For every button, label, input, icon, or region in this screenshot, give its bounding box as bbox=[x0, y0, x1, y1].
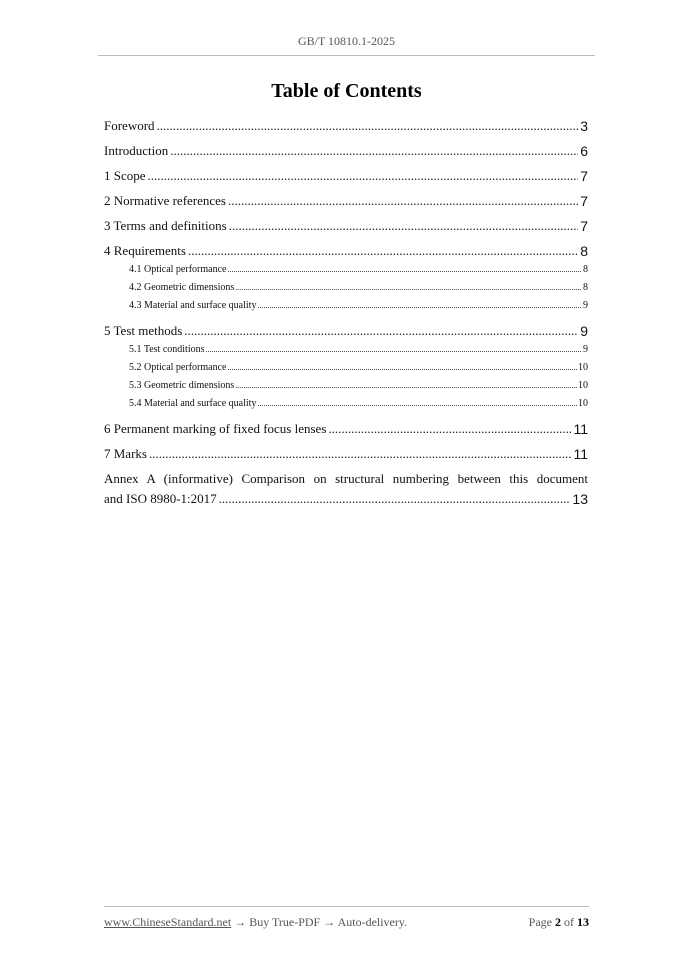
toc-leader bbox=[219, 489, 571, 509]
toc-leader bbox=[257, 395, 577, 413]
toc-leader bbox=[170, 141, 578, 161]
toc-label-line2: and ISO 8980-1:2017 bbox=[104, 491, 217, 506]
toc-leader bbox=[149, 444, 571, 464]
toc-leader bbox=[148, 166, 579, 186]
toc-entry-terms-definitions[interactable] bbox=[104, 216, 588, 236]
toc-label-line1: Annex A (informative) Comparison on structural numbering between this document bbox=[104, 471, 588, 486]
toc-label: 4 Requirements bbox=[104, 243, 186, 258]
toc-page-number: 9 bbox=[583, 344, 588, 355]
toc-label: 3 Terms and definitions bbox=[104, 218, 227, 233]
toc-page-number: 7 bbox=[580, 168, 588, 184]
toc-leader bbox=[229, 216, 579, 236]
toc-entry-foreword[interactable] bbox=[104, 116, 588, 136]
toc-page-number: 10 bbox=[578, 362, 588, 373]
toc-label: 4.2 Geometric dimensions bbox=[129, 282, 235, 293]
toc-entry-requirements[interactable] bbox=[104, 241, 588, 261]
toc-label: Foreword bbox=[104, 118, 155, 133]
toc-page-number: 11 bbox=[573, 421, 588, 437]
toc-page-number: 3 bbox=[580, 118, 588, 134]
document-header bbox=[98, 34, 595, 56]
toc-label: 4.1 Optical performance bbox=[129, 264, 227, 275]
toc-page-number: 11 bbox=[573, 446, 588, 462]
toc-page-number: 8 bbox=[583, 282, 588, 293]
toc-subentry-4-3[interactable] bbox=[104, 297, 588, 315]
toc-page-number: 7 bbox=[580, 218, 588, 234]
toc-subentry-5-2[interactable] bbox=[104, 359, 588, 377]
toc-label: Introduction bbox=[104, 143, 169, 158]
current-page: 2 bbox=[555, 915, 561, 929]
toc-label: 2 Normative references bbox=[104, 193, 226, 208]
toc-entry-annex-a[interactable] bbox=[104, 469, 588, 509]
toc-leader bbox=[157, 116, 579, 136]
toc-leader bbox=[235, 377, 577, 395]
document-footer bbox=[104, 906, 589, 930]
toc-label: 5 Test methods bbox=[104, 323, 183, 338]
toc-subentry-5-3[interactable] bbox=[104, 377, 588, 395]
toc-page-number: 6 bbox=[580, 143, 588, 159]
toc-subgroup-test-methods bbox=[104, 341, 588, 413]
promo-text: → Buy True-PDF → Auto-delivery. bbox=[231, 915, 408, 929]
toc-label: 7 Marks bbox=[104, 446, 147, 461]
toc-label: 4.3 Material and surface quality bbox=[129, 300, 257, 311]
toc-page-number: 9 bbox=[583, 300, 588, 311]
toc-entry-scope[interactable] bbox=[104, 166, 588, 186]
toc-label: 5.1 Test conditions bbox=[129, 344, 205, 355]
toc-page-number: 8 bbox=[580, 243, 588, 259]
total-pages: 13 bbox=[577, 915, 589, 929]
toc-leader bbox=[188, 241, 578, 261]
toc-leader bbox=[227, 261, 582, 279]
toc-subentry-4-2[interactable] bbox=[104, 279, 588, 297]
toc-label: 6 Permanent marking of fixed focus lenses bbox=[104, 421, 327, 436]
toc-subgroup-requirements bbox=[104, 261, 588, 315]
toc-subentry-4-1[interactable] bbox=[104, 261, 588, 279]
toc-leader bbox=[257, 297, 582, 315]
toc-leader bbox=[184, 321, 578, 341]
toc-label: 5.4 Material and surface quality bbox=[129, 398, 257, 409]
toc-label: 5.3 Geometric dimensions bbox=[129, 380, 235, 391]
toc-entry-permanent-marking[interactable] bbox=[104, 419, 588, 439]
toc-entry-test-methods[interactable] bbox=[104, 321, 588, 341]
toc-page-number: 13 bbox=[572, 491, 588, 507]
page-prefix: Page bbox=[528, 915, 552, 929]
toc-leader bbox=[328, 419, 571, 439]
page-title: Table of Contents bbox=[271, 80, 422, 102]
toc-page-number: 9 bbox=[580, 323, 588, 339]
toc-label: 5.2 Optical performance bbox=[129, 362, 227, 373]
footer-promo bbox=[104, 915, 407, 930]
toc-leader bbox=[206, 341, 582, 359]
toc-leader bbox=[235, 279, 582, 297]
toc-leader bbox=[228, 191, 578, 211]
toc-page-number: 10 bbox=[578, 380, 588, 391]
page-of: of bbox=[564, 915, 574, 929]
site-link[interactable]: www.ChineseStandard.net bbox=[104, 915, 232, 929]
toc-entry-introduction[interactable] bbox=[104, 141, 588, 161]
page-indicator bbox=[529, 915, 589, 930]
toc-leader bbox=[227, 359, 577, 377]
toc-page-number: 8 bbox=[583, 264, 588, 275]
toc-page-number: 10 bbox=[578, 398, 588, 409]
standard-code: GB/T 10810.1-2025 bbox=[297, 34, 396, 48]
toc-subentry-5-1[interactable] bbox=[104, 341, 588, 359]
toc-page-number: 7 bbox=[580, 193, 588, 209]
toc-entry-marks[interactable] bbox=[104, 444, 588, 464]
toc-label: 1 Scope bbox=[104, 168, 146, 183]
table-of-contents bbox=[104, 116, 588, 514]
toc-subentry-5-4[interactable] bbox=[104, 395, 588, 413]
toc-entry-normative-references[interactable] bbox=[104, 191, 588, 211]
